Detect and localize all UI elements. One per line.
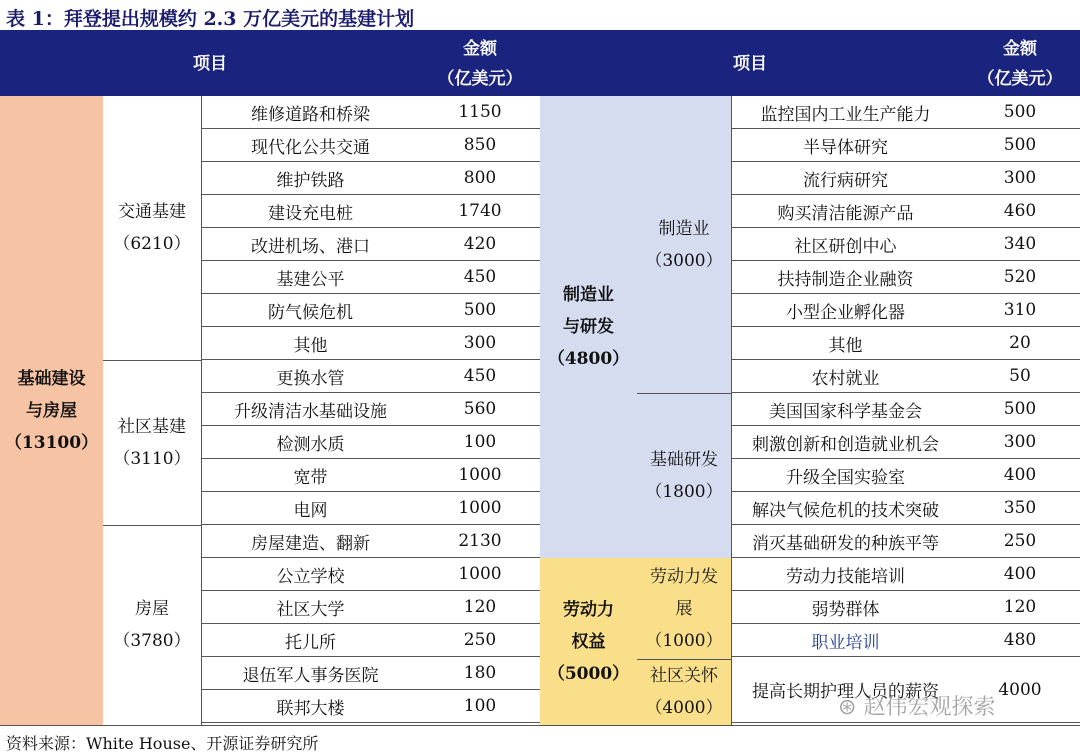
left-subgroup-divider-2 xyxy=(103,525,201,526)
right-row-item: 劳动力技能培训 xyxy=(731,558,960,591)
right-row-amount: 500 xyxy=(960,393,1080,426)
right-row-item: 职业培训 xyxy=(731,624,960,657)
right-row-amount: 300 xyxy=(960,426,1080,459)
left-subgroup-housing: 房屋 （3780） xyxy=(113,599,191,651)
left-row-amount: 850 xyxy=(420,129,540,162)
left-row-amount: 560 xyxy=(420,393,540,426)
left-row-item: 防气候危机 xyxy=(201,294,420,327)
right-row-amount: 520 xyxy=(960,261,1080,294)
right-row-item: 升级全国实验室 xyxy=(731,459,960,492)
right-row-item: 社区研创中心 xyxy=(731,228,960,261)
right-row-amount: 460 xyxy=(960,195,1080,228)
right-row-amount: 300 xyxy=(960,162,1080,195)
v-line-left-items xyxy=(201,96,202,725)
left-row-item: 升级清洁水基础设施 xyxy=(201,393,420,426)
right-row-amount: 250 xyxy=(960,525,1080,558)
left-row-amount: 1000 xyxy=(420,558,540,591)
right-subgroup-research: 基础研发 （1800） xyxy=(637,393,731,558)
right-row-item: 流行病研究 xyxy=(731,162,960,195)
right-row-amount: 480 xyxy=(960,624,1080,657)
left-subgroup-transport: 交通基建 （6210） xyxy=(113,202,191,254)
left-row-item: 退伍军人事务医院 xyxy=(201,657,420,690)
right-group-manufacturing: 制造业 与研发 （4800） xyxy=(540,96,637,558)
source-note: 资料来源：White House、开源证券研究所 xyxy=(6,734,319,753)
watermark: ⊛ 赵伟宏观探索 xyxy=(838,695,996,720)
left-row-amount: 500 xyxy=(420,294,540,327)
right-row-item: 扶持制造企业融资 xyxy=(731,261,960,294)
right-row-item: 刺激创新和创造就业机会 xyxy=(731,426,960,459)
right-subgroup-workforce: 劳动力发 展 （1000） xyxy=(637,558,731,659)
left-row-item: 维护铁路 xyxy=(201,162,420,195)
right-row-item: 解决气候危机的技术突破 xyxy=(731,492,960,525)
left-row-amount: 100 xyxy=(420,690,540,723)
left-row-item: 托儿所 xyxy=(201,624,420,657)
left-row-item: 社区大学 xyxy=(201,591,420,624)
right-row-item: 半导体研究 xyxy=(731,129,960,162)
left-row-item: 公立学校 xyxy=(201,558,420,591)
v-line-right-items xyxy=(731,96,732,725)
left-row-item: 更换水管 xyxy=(201,360,420,393)
left-row-amount: 180 xyxy=(420,657,540,690)
right-header-amount: 金额 （亿美元） xyxy=(960,32,1080,96)
left-row-amount: 300 xyxy=(420,327,540,360)
right-header-item: 项目 xyxy=(540,32,960,96)
left-row-amount: 1740 xyxy=(420,195,540,228)
right-subgroup-divider-2 xyxy=(637,659,731,660)
left-row-amount: 250 xyxy=(420,624,540,657)
left-row-amount: 450 xyxy=(420,261,540,294)
right-row-item: 其他 xyxy=(731,327,960,360)
left-row-item: 改进机场、港口 xyxy=(201,228,420,261)
left-header-item: 项目 xyxy=(0,32,420,96)
right-subgroup-divider-1 xyxy=(637,393,731,394)
left-row-item: 电网 xyxy=(201,492,420,525)
right-subgroup-care: 社区关怀 （4000） xyxy=(637,659,731,725)
left-row-amount: 120 xyxy=(420,591,540,624)
left-subgroup-divider-1 xyxy=(103,360,201,361)
watermark-text: 赵伟宏观探索 xyxy=(863,695,996,720)
left-row-amount: 2130 xyxy=(420,525,540,558)
left-row-item: 维修道路和桥梁 xyxy=(201,96,420,129)
left-row-item: 联邦大楼 xyxy=(201,690,420,723)
right-row-amount: 50 xyxy=(960,360,1080,393)
right-row-amount: 310 xyxy=(960,294,1080,327)
left-header-amount: 金额 （亿美元） xyxy=(420,32,540,96)
left-row-item: 其他 xyxy=(201,327,420,360)
left-group-cell: 基础建设 与房屋 （13100） xyxy=(0,96,103,725)
left-row-amount: 100 xyxy=(420,426,540,459)
left-row-amount: 1000 xyxy=(420,459,540,492)
left-row-amount: 420 xyxy=(420,228,540,261)
right-row-item: 农村就业 xyxy=(731,360,960,393)
right-row-amount: 120 xyxy=(960,591,1080,624)
table-bottom-line xyxy=(0,725,1080,726)
left-row-item: 基建公平 xyxy=(201,261,420,294)
left-row-item: 建设充电桩 xyxy=(201,195,420,228)
left-row-item: 检测水质 xyxy=(201,426,420,459)
right-row-amount: 350 xyxy=(960,492,1080,525)
right-row-amount: 400 xyxy=(960,558,1080,591)
left-row-amount: 450 xyxy=(420,360,540,393)
right-subgroup-manufacturing: 制造业 （3000） xyxy=(637,96,731,393)
right-row-item: 购买清洁能源产品 xyxy=(731,195,960,228)
right-row-item: 小型企业孵化器 xyxy=(731,294,960,327)
table-title: 表 1：拜登提出规模约 2.3 万亿美元的基建计划 xyxy=(6,8,415,30)
right-row-amount: 4000 xyxy=(960,657,1080,723)
right-row-item: 消灭基础研发的种族平等 xyxy=(731,525,960,558)
left-subgroup-community: 社区基建 （3110） xyxy=(113,416,191,469)
right-row-amount: 340 xyxy=(960,228,1080,261)
left-row-amount: 800 xyxy=(420,162,540,195)
right-row-amount: 400 xyxy=(960,459,1080,492)
right-row-amount: 500 xyxy=(960,129,1080,162)
right-row-item: 弱势群体 xyxy=(731,591,960,624)
right-row-amount: 500 xyxy=(960,96,1080,129)
left-row-item: 宽带 xyxy=(201,459,420,492)
right-row-amount: 20 xyxy=(960,327,1080,360)
left-row-amount: 1000 xyxy=(420,492,540,525)
right-row-item: 监控国内工业生产能力 xyxy=(731,96,960,129)
right-row-item: 美国国家科学基金会 xyxy=(731,393,960,426)
left-row-amount: 1150 xyxy=(420,96,540,129)
left-row-item: 房屋建造、翻新 xyxy=(201,525,420,558)
right-group-labor: 劳动力 权益 （5000） xyxy=(540,558,637,725)
right-row-item: 提高长期护理人员的薪资 xyxy=(731,657,960,723)
left-row-item: 现代化公共交通 xyxy=(201,129,420,162)
